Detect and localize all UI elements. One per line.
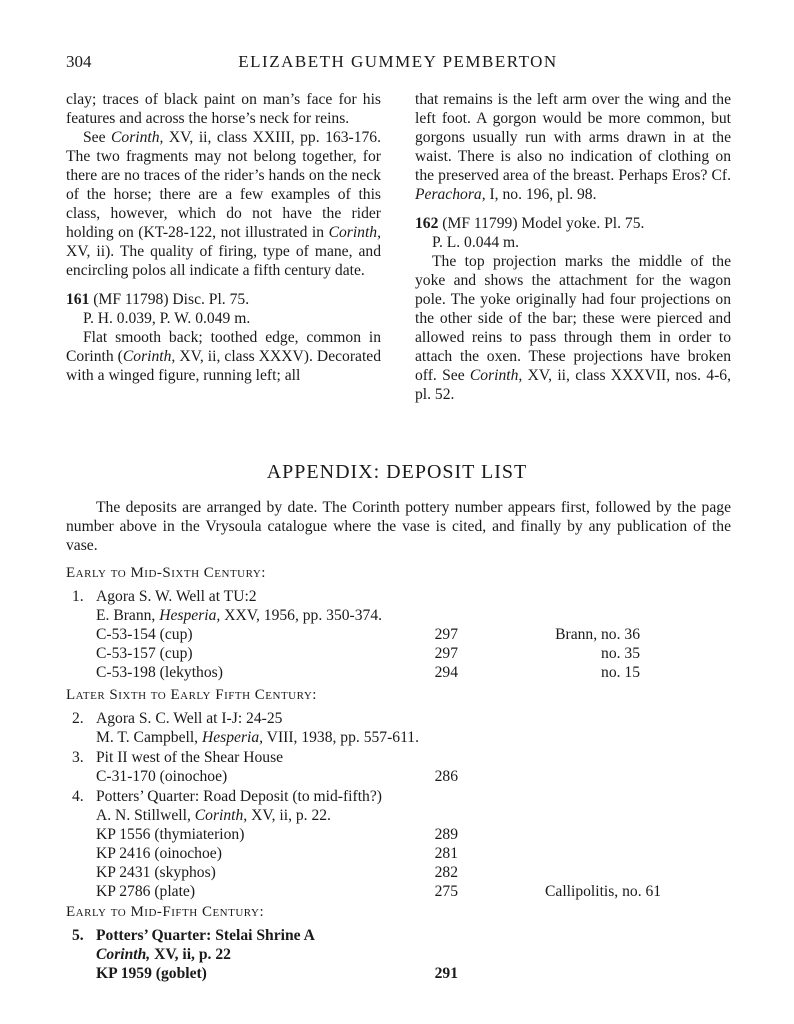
left-column [66,90,381,385]
section-heading: Early to Mid-Fifth Century: [66,904,265,920]
deposit-5-reference: Corinth, XV, ii, p. 22 [96,946,231,963]
section-heading: Later Sixth to Early Fifth Century: [66,687,317,703]
catalogue-entry-161-dimensions: P. H. 0.039, P. W. 0.049 m. [83,310,251,327]
appendix-title: APPENDIX: DEPOSIT LIST [266,461,528,483]
page-header [66,52,730,76]
page-number: 304 [66,52,92,71]
right-column [415,90,731,404]
paragraph: that remains is the left arm over the wing and the left foot. A gorgon would be more common, but gorgons usually run with arms drawn in at the waist. There is also no indication of clothing on the preserved area of the breast. Perhaps Eros? Cf. Perachora, I, no. 196, pl. 98. [415,91,731,203]
running-head: ELIZABETH GUMMEY PEMBERTON [238,52,558,71]
catalogue-entry-161-heading: 161 (MF 11798) Disc. Pl. 75. [66,291,250,308]
deposit-1-reference: E. Brann, Hesperia, XXV, 1956, pp. 350-374. [96,607,383,624]
appendix-intro: The deposits are arranged by date. The Corinth pottery number appears first, followed by the page number above in the Vrysoula catalogue where the vase is cited, and finally by any publication of the vase. [66,499,731,554]
paragraph: clay; traces of black paint on man’s face for his features and across the horse’s neck for reins. [66,91,381,127]
document-page: 304 ELIZABETH GUMMEY PEMBERTON clay; traces of black paint on man’s face for his features and across the horse’s neck for reins. See Corinth, XV, ii, class XXIII, pp. 163-176. The two fragments may not belong together, for there are no traces of the rider’s hands on the neck of the horse; there are a few examples of this class, however, which do not have the rider holding on (KT-28-122, not illustrated in Corinth, XV, ii). The quality of firing, type of mane, and encircling polos all indicate a fifth century date. 161 (MF 11798) Disc. Pl. 75. P. H. 0.039, P. W. 0.049 m. Flat smooth back; toothed edge, common in Corinth (Corinth, XV, ii, class XXXV). Decorated with a winged figure, running left; all that remains is the left arm over the wing and the left foot. A gorgon would be more common, but gorgons usually run with arms drawn in at the waist. There is also no indication of clothing on the preserved area of the breast. Perhaps Eros? Cf. Perachora, I, no. 196, pl. 98. 162 (MF 11799) Model yoke. Pl. 75. P. L. 0.044 m. The top projection marks the middle of the yoke and shows the attachment for the wagon pole. The yoke originally had four projections on the other side of the bar; these were pierced and allowed reins to pass through them in order to attach the oxen. These projections have broken off. See Corinth, XV, ii, class XXXVII, nos. 4-6, pl. 52. APPENDIX: DEPOSIT LIST The deposits are arranged by date. The Corinth pottery number appears first, followed by the page number above in the Vrysoula catalogue where the vase is cited, and finally by any publication of the vase. Early to Mid-Sixth Century: 1. Agora S. W. Well at TU:2 E. Brann, Hesperia, XXV, 1956, pp. 350-374. C-53-154 (cup) 297 Brann, no. 36 C-53-157 (cup) 297 no. 35 C-53-198 (lekythos) 294 no. 15 Later Sixth to Early Fifth Century: 2. Agora S. C. Well at I-J: 24-25 M. T. Campbell, Hesperia, VIII, 1938, pp. 557-611. 3. Pit II west of the Shear House C-31-170 (oinochoe) 286 4. Potters’ Quarter: Road Deposit (to mid-fifth?) A. N. Stillwell, Corinth, XV, ii, p. 22. KP 1556 (thymiaterion) 289 KP 2416 (oinochoe) 281 KP 2431 (skyphos) 282 KP 2786 (plate) 275 Callipolitis, no. 61 Early to Mid-Fifth Century: 5. Potters’ Quarter: Stelai Shrine A Corinth, XV, ii, p. 22 KP 1959 (goblet) 291 [0,0,794,1024]
catalogue-entry-162-heading: 162 (MF 11799) Model yoke. Pl. 75. [415,215,645,232]
paragraph: See Corinth, XV, ii, class XXIII, pp. 163-176. The two fragments may not belong together, for there are no traces of the rider’s hands on the neck of the horse; there are a few examples of this class, however, which do not have the rider holding on (KT-28-122, not illustrated in Corinth, XV, ii). The quality of firing, type of mane, and encircling polos all indicate a fifth century date. [66,129,381,279]
deposit-2-reference: M. T. Campbell, Hesperia, VIII, 1938, pp. 557-611. [96,729,419,746]
catalogue-entry-162-dimensions: P. L. 0.044 m. [432,234,520,251]
catalogue-entry-162-description: The top projection marks the middle of the yoke and shows the attachment for the wagon pole. The yoke originally had four projections on the other side of the bar; these were pierced and allowed reins to pass through them in order to attach the oxen. These projections have broken off. See Corinth, XV, ii, class XXXVII, nos. 4-6, pl. 52. [415,253,731,403]
deposit-4-reference: A. N. Stillwell, Corinth, XV, ii, p. 22. [96,807,331,824]
catalogue-entry-161-description: Flat smooth back; toothed edge, common in Corinth (Corinth, XV, ii, class XXXV). Decorated with a winged figure, running left; all [66,329,381,384]
section-heading: Early to Mid-Sixth Century: [66,565,266,581]
